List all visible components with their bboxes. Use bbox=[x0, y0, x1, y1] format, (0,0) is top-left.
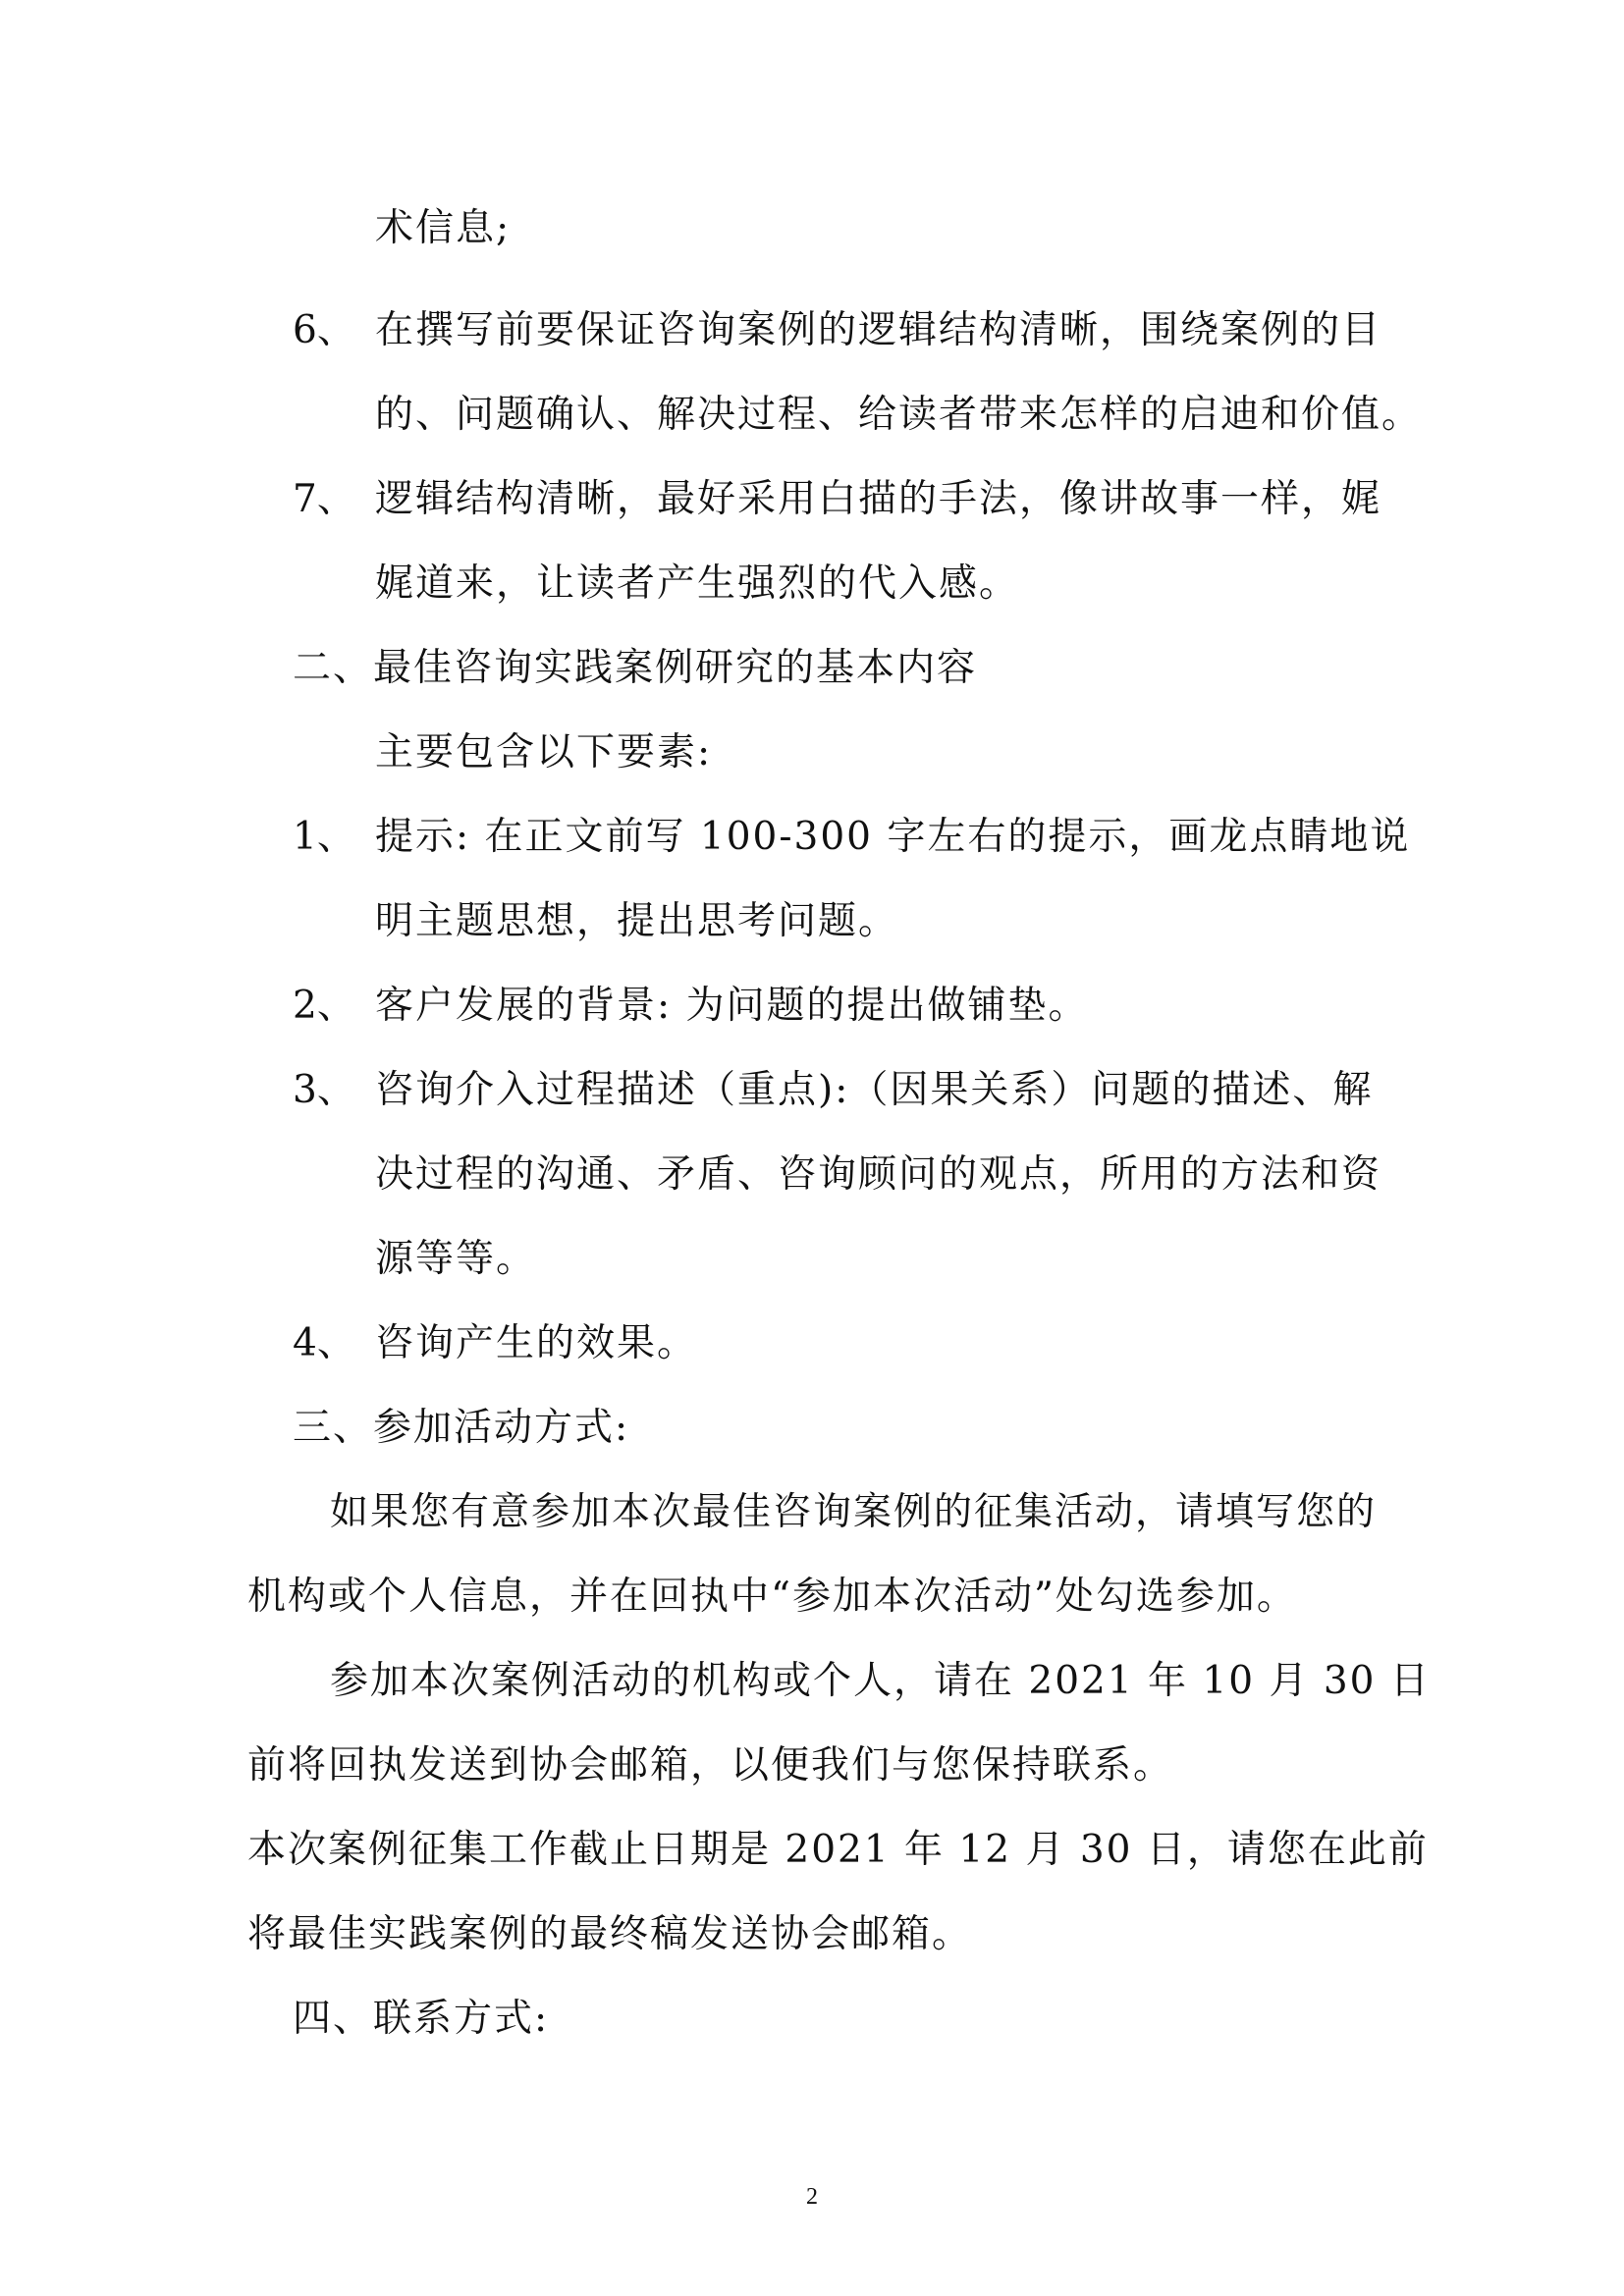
list-number: 4、 bbox=[293, 1321, 355, 1365]
text-line: 决过程的沟通、矛盾、咨询顾问的观点，所用的方法和资 bbox=[375, 1152, 1382, 1197]
text-line: 在撰写前要保证咨询案例的逻辑结构清晰，围绕案例的目 bbox=[375, 308, 1382, 352]
text-line: 提示: 在正文前写 100-300 字左右的提示，画龙点睛地说 bbox=[375, 815, 1411, 859]
text-line: 源等等。 bbox=[375, 1237, 537, 1281]
text-line: 咨询产生的效果。 bbox=[375, 1321, 698, 1365]
section-heading: 三、参加活动方式: bbox=[293, 1406, 630, 1450]
list-number: 6、 bbox=[293, 308, 355, 352]
text-line: 本次案例征集工作截止日期是 2021 年 12 月 30 日，请您在此前 bbox=[247, 1828, 1429, 1872]
text-line: 明主题思想，提出思考问题。 bbox=[375, 899, 899, 943]
text-line: 前将回执发送到协会邮箱，以便我们与您保持联系。 bbox=[247, 1743, 1174, 1788]
text-line: 如果您有意参加本次最佳咨询案例的征集活动，请填写您的 bbox=[330, 1490, 1378, 1534]
list-number: 3、 bbox=[293, 1068, 355, 1112]
text-line: 机构或个人信息，并在回执中“参加本次活动”处勾选参加。 bbox=[247, 1575, 1297, 1619]
text-line: 娓道来，让读者产生强烈的代入感。 bbox=[375, 561, 1020, 606]
page-number: 2 bbox=[806, 2184, 818, 2210]
text-line: 逻辑结构清晰，最好采用白描的手法，像讲故事一样，娓 bbox=[375, 477, 1382, 521]
text-line: 参加本次案例活动的机构或个人，请在 2021 年 10 月 30 日 bbox=[330, 1659, 1431, 1703]
text-line: 客户发展的背景: 为问题的提出做铺垫。 bbox=[375, 984, 1089, 1028]
text-line: 将最佳实践案例的最终稿发送协会邮箱。 bbox=[247, 1912, 973, 1956]
list-number: 1、 bbox=[293, 815, 355, 859]
section-heading: 四、联系方式: bbox=[293, 1997, 550, 2041]
text-line: 术信息; bbox=[375, 206, 512, 250]
list-number: 7、 bbox=[293, 477, 355, 521]
text-line: 咨询介入过程描述（重点):（因果关系）问题的描述、解 bbox=[375, 1068, 1374, 1112]
section-heading: 二、最佳咨询实践案例研究的基本内容 bbox=[293, 646, 978, 690]
text-line: 主要包含以下要素: bbox=[375, 730, 713, 774]
text-line: 的、问题确认、解决过程、给读者带来怎样的启迪和价值。 bbox=[375, 393, 1423, 437]
list-number: 2、 bbox=[293, 984, 355, 1028]
